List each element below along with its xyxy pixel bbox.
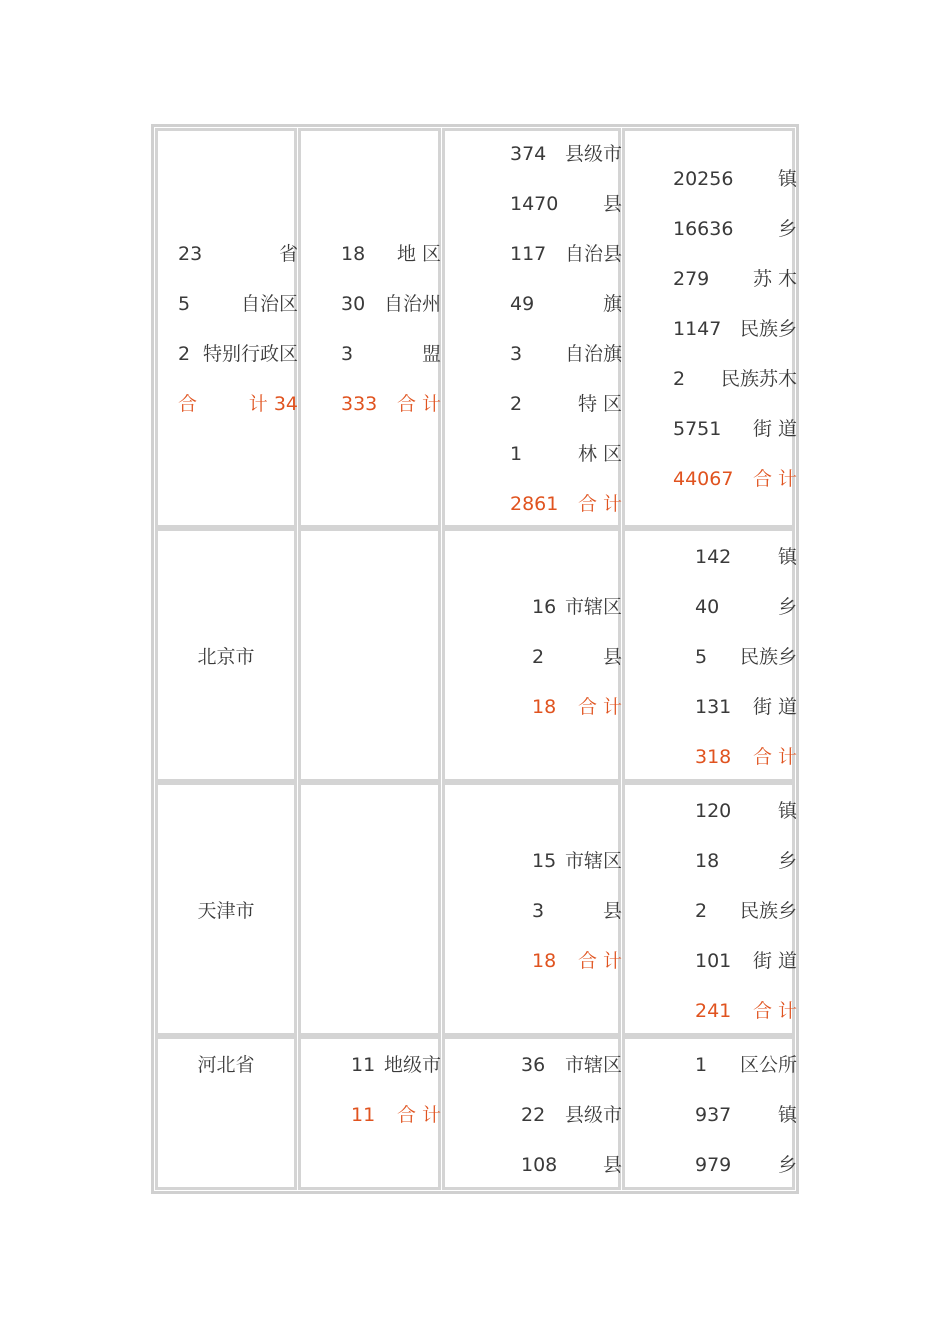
unit-label: 合 计 [752, 1000, 797, 1022]
count-line [351, 1040, 441, 1090]
unit-label: 市辖区 [564, 596, 622, 618]
count-value: 2861 [510, 493, 559, 515]
count-value: 108 [521, 1154, 558, 1176]
unit-label: 县 [602, 900, 622, 922]
count-value: 131 [695, 696, 732, 718]
count-line [510, 279, 622, 329]
count-line [695, 632, 797, 682]
count-value: 3 [341, 343, 354, 365]
unit-label: 民族乡 [739, 318, 797, 340]
count-line [695, 682, 797, 732]
unit-label: 镇 [777, 168, 797, 190]
unit-label: 合 计 [577, 950, 622, 972]
count-line [695, 1140, 797, 1190]
count-value: 2 [695, 900, 708, 922]
count-value: 20256 [673, 168, 734, 190]
count-line [695, 886, 797, 936]
unit-label: 街 道 [752, 418, 797, 440]
unit-label: 自治旗 [564, 343, 622, 365]
unit-label: 地 区 [396, 243, 441, 265]
count-value: 937 [695, 1104, 732, 1126]
unit-label: 县 [602, 646, 622, 668]
count-line [695, 936, 797, 986]
unit-label: 镇 [777, 1104, 797, 1126]
count-line [695, 836, 797, 886]
count-line [178, 229, 298, 279]
region-name: 天津市 [197, 900, 255, 922]
count-value: 318 [695, 746, 732, 768]
count-value: 16 [532, 596, 557, 618]
unit-label: 盟 [421, 343, 441, 365]
total-line [695, 986, 797, 1036]
count-line [341, 329, 441, 379]
unit-label: 自治区 [240, 293, 298, 315]
count-value: 18 [695, 850, 720, 872]
unit-label: 街 道 [752, 950, 797, 972]
table-cell [298, 528, 441, 782]
region-name: 河北省 [197, 1054, 255, 1076]
unit-label: 合 计 [396, 1104, 441, 1126]
count-value: 5751 [673, 418, 722, 440]
total-line [351, 1090, 441, 1140]
count-line [510, 179, 622, 229]
count-line [521, 1040, 622, 1090]
count-line [521, 1140, 622, 1190]
count-line [695, 1040, 797, 1090]
unit-label: 县 [602, 1154, 622, 1176]
count-line [510, 329, 622, 379]
count-line [341, 229, 441, 279]
unit-label: 民族苏木 [720, 368, 797, 390]
total-line [532, 682, 622, 732]
unit-label: 镇 [777, 800, 797, 822]
count-value: 2 [532, 646, 545, 668]
unit-label: 自治县 [564, 243, 622, 265]
count-value: 11 [351, 1104, 376, 1126]
count-value: 3 [532, 900, 545, 922]
count-line [510, 379, 622, 429]
total-line [178, 379, 298, 429]
total-line [341, 379, 441, 429]
unit-label: 计 34 [248, 393, 298, 415]
unit-label: 街 道 [752, 696, 797, 718]
unit-label: 县级市 [564, 1104, 622, 1126]
table-cell [298, 782, 441, 1036]
count-value: 120 [695, 800, 732, 822]
count-line [673, 354, 797, 404]
unit-label: 合 计 [396, 393, 441, 415]
count-value: 101 [695, 950, 732, 972]
count-value: 142 [695, 546, 732, 568]
unit-label: 县级市 [564, 143, 622, 165]
unit-label: 市辖区 [564, 1054, 622, 1076]
count-line [695, 582, 797, 632]
count-line [673, 204, 797, 254]
unit-label: 特别行政区 [202, 343, 298, 365]
count-value: 117 [510, 243, 547, 265]
count-value: 1147 [673, 318, 722, 340]
count-value: 241 [695, 1000, 732, 1022]
count-value: 5 [178, 293, 191, 315]
count-value: 49 [510, 293, 535, 315]
count-value: 18 [532, 696, 557, 718]
unit-label: 市辖区 [564, 850, 622, 872]
count-value: 279 [673, 268, 710, 290]
count-line [673, 304, 797, 354]
count-value: 2 [673, 368, 686, 390]
unit-label: 民族乡 [739, 900, 797, 922]
count-value: 15 [532, 850, 557, 872]
unit-label: 区公所 [739, 1054, 797, 1076]
unit-label: 合 计 [577, 493, 622, 515]
count-value: 40 [695, 596, 720, 618]
count-value: 合 [178, 393, 198, 415]
count-value: 2 [510, 393, 523, 415]
count-line [695, 786, 797, 836]
count-line [673, 154, 797, 204]
unit-label: 合 计 [752, 746, 797, 768]
count-line [178, 279, 298, 329]
unit-label: 乡 [777, 850, 797, 872]
count-value: 18 [532, 950, 557, 972]
count-value: 11 [351, 1054, 376, 1076]
unit-label: 镇 [777, 546, 797, 568]
unit-label: 苏 木 [752, 268, 797, 290]
unit-label: 省 [278, 243, 298, 265]
total-line [695, 732, 797, 782]
count-line [532, 836, 622, 886]
unit-label: 特 区 [577, 393, 622, 415]
count-line [532, 632, 622, 682]
count-line [532, 582, 622, 632]
region-name: 北京市 [197, 646, 255, 668]
count-value: 16636 [673, 218, 734, 240]
count-line [673, 254, 797, 304]
count-value: 1470 [510, 193, 559, 215]
total-line [532, 936, 622, 986]
count-value: 36 [521, 1054, 546, 1076]
unit-label: 合 计 [752, 468, 797, 490]
unit-label: 乡 [777, 1154, 797, 1176]
count-value: 30 [341, 293, 366, 315]
unit-label: 乡 [777, 218, 797, 240]
count-value: 374 [510, 143, 547, 165]
unit-label: 县 [602, 193, 622, 215]
unit-label: 地级市 [383, 1054, 441, 1076]
unit-label: 旗 [602, 293, 622, 315]
count-line [510, 229, 622, 279]
total-line [673, 454, 797, 504]
count-line [532, 886, 622, 936]
count-value: 3 [510, 343, 523, 365]
count-line [673, 404, 797, 454]
count-value: 44067 [673, 468, 734, 490]
unit-label: 合 计 [577, 696, 622, 718]
count-value: 2 [178, 343, 191, 365]
total-line [510, 479, 622, 529]
count-value: 23 [178, 243, 203, 265]
count-value: 979 [695, 1154, 732, 1176]
count-value: 18 [341, 243, 366, 265]
count-line [695, 1090, 797, 1140]
unit-label: 自治州 [383, 293, 441, 315]
count-line [521, 1090, 622, 1140]
count-line [510, 429, 622, 479]
count-value: 333 [341, 393, 378, 415]
count-line [178, 329, 298, 379]
count-line [341, 279, 441, 329]
count-value: 22 [521, 1104, 546, 1126]
count-value: 1 [510, 443, 523, 465]
unit-label: 林 区 [577, 443, 622, 465]
count-line [510, 129, 622, 179]
count-line [695, 532, 797, 582]
unit-label: 乡 [777, 596, 797, 618]
count-value: 5 [695, 646, 708, 668]
count-value: 1 [695, 1054, 708, 1076]
unit-label: 民族乡 [739, 646, 797, 668]
